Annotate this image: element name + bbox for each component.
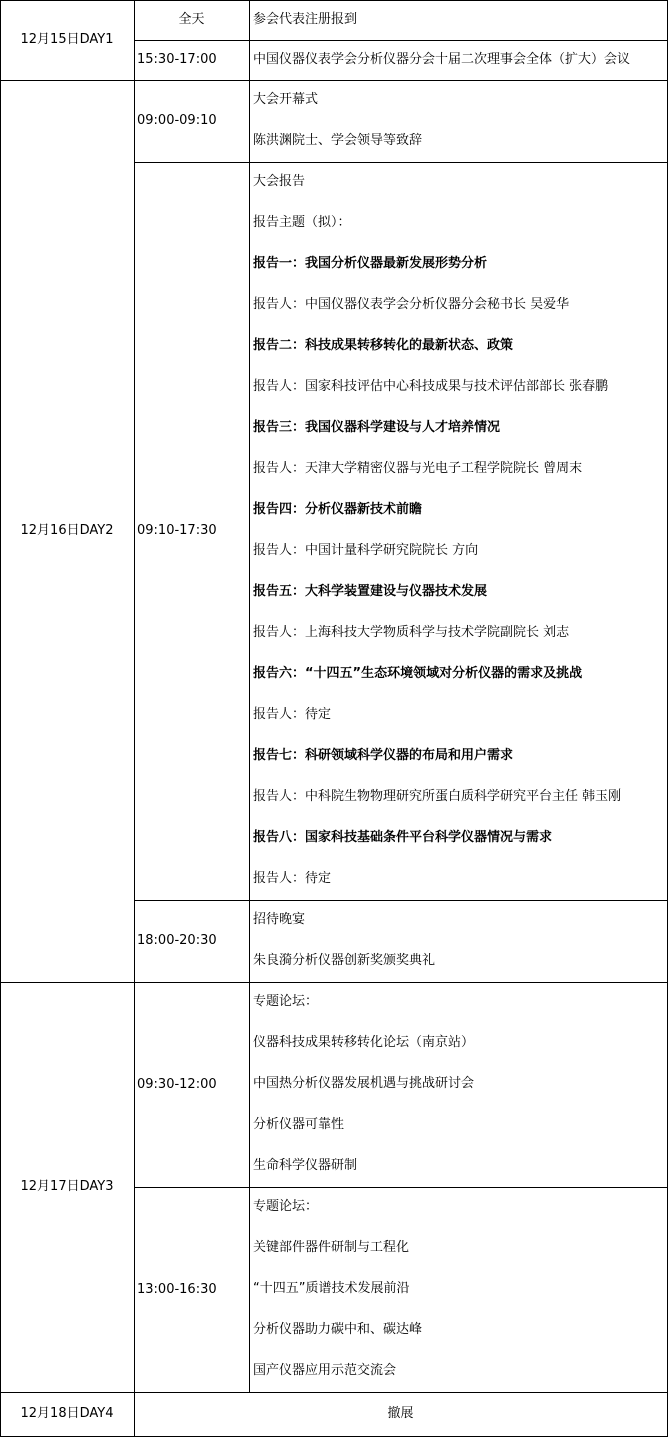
- content-line: 仪器科技成果转移转化论坛（南京站）: [253, 1035, 475, 1050]
- content-line: 关键部件器件研制与工程化: [253, 1240, 410, 1255]
- column-divider: [249, 80, 250, 983]
- content-line: 中国热分析仪器发展机遇与挑战研讨会: [253, 1076, 475, 1091]
- content-line: 招待晚宴: [253, 912, 306, 927]
- content-line: 报告人：待定: [253, 707, 332, 722]
- report-title: 报告七：科研领域科学仪器的布局和用户需求: [253, 748, 514, 763]
- content-line: 报告主题（拟）：: [253, 215, 351, 230]
- session-divider: [134, 40, 668, 41]
- content-line: 报告人：中科院生物物理研究所蛋白质科学研究平台主任 韩玉刚: [253, 789, 622, 804]
- report-title: 报告二：科技成果转移转化的最新状态、政策: [253, 338, 514, 353]
- content-line: 分析仪器助力碳中和、碳达峰: [253, 1322, 423, 1337]
- report-title: 报告八：国家科技基础条件平台科学仪器情况与需求: [253, 830, 553, 845]
- session-time: 全天: [178, 12, 205, 27]
- content-line: 国产仪器应用示范交流会: [253, 1363, 397, 1378]
- column-divider: [134, 982, 135, 1393]
- session-time: 15:30-17:00: [137, 52, 217, 67]
- table-left-border: [0, 0, 1, 1437]
- content-line: “十四五”质谱技术发展前沿: [253, 1281, 410, 1296]
- content-line: 朱良漪分析仪器创新奖颁奖典礼: [253, 953, 436, 968]
- column-divider: [134, 0, 135, 81]
- content-line: 分析仪器可靠性: [253, 1117, 345, 1132]
- content-line: 陈洪渊院士、学会领导等致辞: [253, 133, 423, 148]
- content-line: 报告人：待定: [253, 871, 332, 886]
- content-line: 专题论坛：: [253, 994, 319, 1009]
- day-divider: [0, 982, 668, 983]
- session-time: 09:30-12:00: [137, 1076, 217, 1092]
- content-line: 中国仪器仪表学会分析仪器分会十届二次理事会全体（扩大）会议: [253, 52, 631, 67]
- column-divider: [249, 982, 250, 1393]
- content-line: 大会报告: [253, 174, 306, 189]
- day-divider: [0, 1392, 668, 1393]
- session-divider: [134, 1187, 668, 1188]
- session-time: 18:00-20:30: [137, 933, 217, 948]
- report-title: 报告六：“十四五”生态环境领域对分析仪器的需求及挑战: [253, 666, 583, 681]
- report-title: 报告四：分析仪器新技术前瞻: [253, 502, 423, 517]
- day-label: 12月18日DAY4: [20, 1406, 114, 1421]
- session-time: 09:00-09:10: [137, 113, 217, 128]
- day-label: 12月16日DAY2: [20, 523, 114, 538]
- table-top-border: [0, 0, 668, 1]
- session-divider: [134, 900, 668, 901]
- content-line: 报告人：上海科技大学物质科学与技术学院副院长 刘志: [253, 625, 570, 640]
- content-line: 报告人：中国计量科学研究院院长 方向: [253, 543, 479, 558]
- column-divider: [249, 0, 250, 81]
- column-divider: [134, 1392, 135, 1437]
- content-line: 报告人：中国仪器仪表学会分析仪器分会秘书长 吴爱华: [253, 297, 570, 312]
- session-divider: [134, 162, 668, 163]
- report-title: 报告三：我国仪器科学建设与人才培养情况: [253, 420, 501, 435]
- content-line: 大会开幕式: [253, 92, 319, 107]
- content-line: 报告人：天津大学精密仪器与光电子工程学院院长 曾周末: [253, 461, 583, 476]
- report-title: 报告一：我国分析仪器最新发展形势分析: [253, 256, 488, 271]
- day-divider: [0, 80, 668, 81]
- column-divider: [134, 80, 135, 983]
- day-label: 12月15日DAY1: [20, 32, 114, 47]
- content-line: 报告人：国家科技评估中心科技成果与技术评估部部长 张春鹏: [253, 379, 609, 394]
- report-title: 报告五：大科学装置建设与仪器技术发展: [253, 584, 488, 599]
- session-time: 13:00-16:30: [137, 1281, 217, 1297]
- merged-note: 撤展: [387, 1406, 414, 1421]
- day-label: 12月17日DAY3: [20, 1179, 114, 1194]
- content-line: 参会代表注册报到: [253, 12, 358, 27]
- session-time: 09:10-17:30: [137, 523, 217, 538]
- content-line: 生命科学仪器研制: [253, 1158, 358, 1173]
- content-line: 专题论坛：: [253, 1199, 319, 1214]
